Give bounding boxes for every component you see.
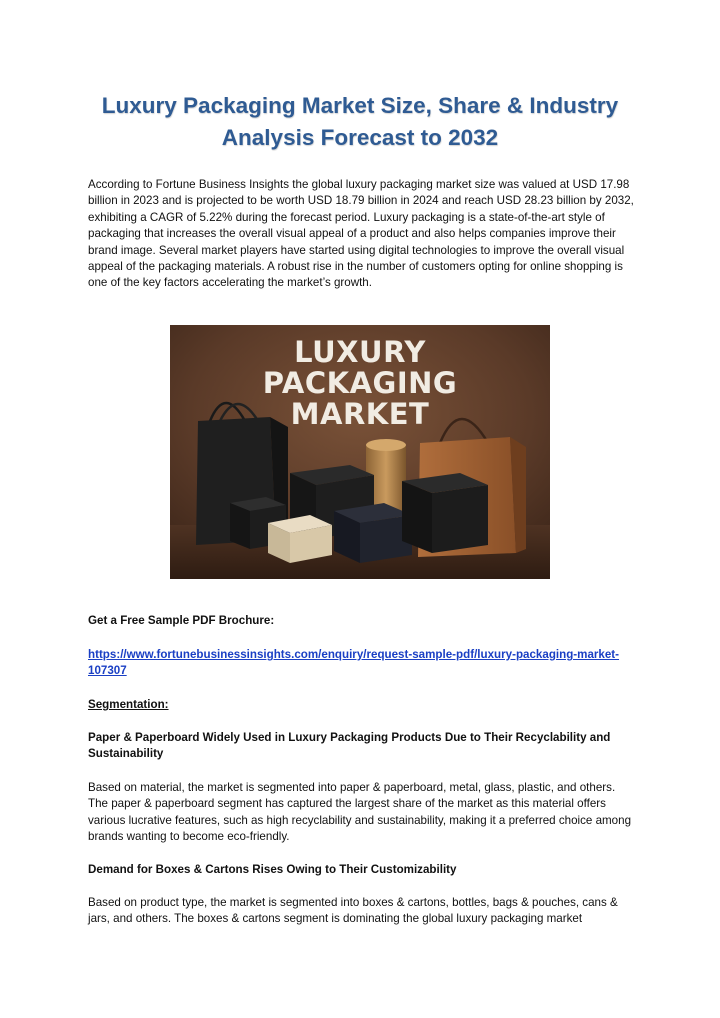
intro-paragraph: According to Fortune Business Insights the global luxury packaging market size was valued at USD 17.98 billion in 2023 and is projected to be worth USD 18.79 billion in 2024 and reach USD 28.23 billion by 2032, exhibiting a CAGR of 5.22% during the forecast period. Luxury packaging is a state-of-the-art style of packaging that increases the overall visual appeal of a product and also helps companies improve their brand image. Several market players have started using digital technologies to improve the overall visual appeal of the packaging materials. A robust rise in the number of customers opting for online shopping is one of the key factors accelerating the market’s growth. xyxy=(88,178,634,290)
product-heading: Demand for Boxes & Cartons Rises Owing to Their Customizability xyxy=(88,863,457,876)
sample-heading: Get a Free Sample PDF Brochure: xyxy=(88,614,275,627)
page-title: Luxury Packaging Market Size, Share & Industry Analysis Forecast to 2032 xyxy=(101,93,619,150)
image-headline-line: MARKET xyxy=(290,397,430,431)
navy-box xyxy=(334,503,412,563)
segmentation-heading: Segmentation: xyxy=(88,698,169,711)
sample-pdf-link[interactable]: https://www.fortunebusinessinsights.com/enquiry/request-sample-pdf/luxury-packaging-market-107307 xyxy=(88,648,620,678)
material-heading: Paper & Paperboard Widely Used in Luxury Packaging Products Due to Their Recyclability and Sustainability xyxy=(88,731,611,761)
image-headline xyxy=(170,337,550,430)
large-black-box xyxy=(402,473,488,553)
image-headline-line: PACKAGING xyxy=(262,366,458,400)
cream-box xyxy=(268,515,332,563)
image-headline-line: LUXURY xyxy=(294,335,426,369)
product-paragraph: Based on product type, the market is segmented into boxes & cartons, bottles, bags & pouches, cans & jars, and others. The boxes & cartons segment is dominating the global luxury packaging market xyxy=(88,896,618,926)
material-paragraph: Based on material, the market is segmented into paper & paperboard, metal, glass, plastic, and others. The paper & paperboard segment has captured the largest share of the market as this material offers various lucrative features, such as high recyclability and sustainability, making it a preferred choice among brands wanting to become eco-friendly. xyxy=(88,781,632,844)
luxury-packaging-image xyxy=(170,325,550,579)
